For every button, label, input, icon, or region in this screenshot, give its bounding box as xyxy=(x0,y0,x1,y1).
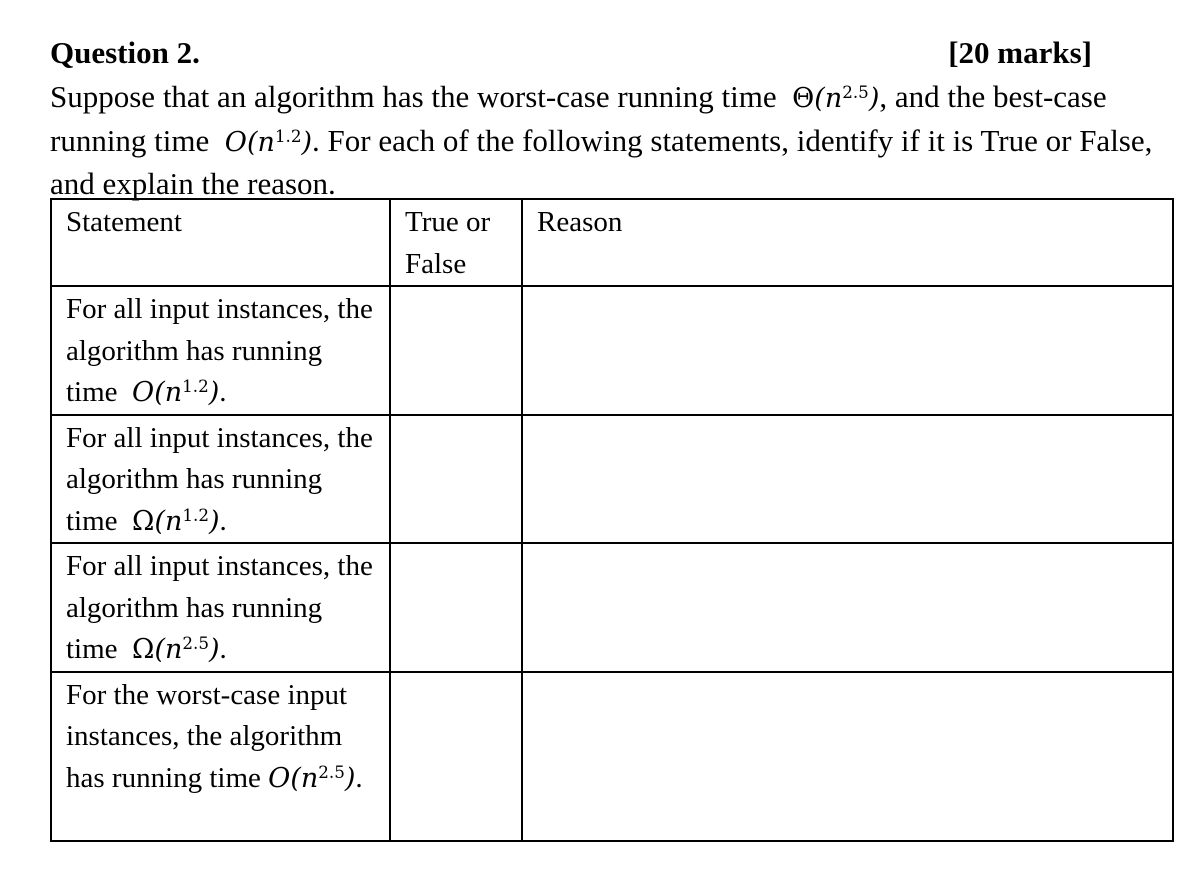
true-false-cell[interactable] xyxy=(390,286,522,415)
statement-expression: $\Omega(n^{2.5})$ xyxy=(132,632,220,665)
intro-text-3: . For each of the following statements, identify if it is True or False, and explain the reason. xyxy=(50,122,1153,201)
reason-cell[interactable] xyxy=(522,415,1173,544)
best-case-expression: $O(n^{1.2})$ xyxy=(224,125,313,158)
question-intro xyxy=(50,76,1172,205)
header-reason: Reason xyxy=(522,199,1173,286)
header-statement: Statement xyxy=(51,199,390,286)
table-row xyxy=(51,415,1173,544)
true-false-cell[interactable] xyxy=(390,543,522,672)
reason-cell[interactable] xyxy=(522,672,1173,841)
worst-case-expression: $\Theta(n^{2.5})$ xyxy=(792,81,880,114)
table-header-row xyxy=(51,199,1173,286)
statement-cell: For all input instances, the algorithm has running time $\Omega(n^{2.5})$. xyxy=(51,543,390,672)
intro-text-1: Suppose that an algorithm has the worst-case running time xyxy=(50,79,777,114)
question-marks: [20 marks] xyxy=(948,35,1092,70)
header-true-or-false: True or False xyxy=(390,199,522,286)
statement-cell: For all input instances, the algorithm has running time $\Omega(n^{1.2})$. xyxy=(51,415,390,544)
table-row xyxy=(51,286,1173,415)
table-row xyxy=(51,672,1173,841)
question-title: Question 2. xyxy=(50,35,200,70)
statement-expression: $O(n^{1.2})$ xyxy=(132,375,220,408)
statement-expression: $O(n^{2.5})$ xyxy=(268,761,356,794)
reason-cell[interactable] xyxy=(522,286,1173,415)
reason-cell[interactable] xyxy=(522,543,1173,672)
statement-cell: For the worst-case input instances, the algorithm has running time $O(n^{2.5})$. xyxy=(51,672,390,841)
question-page xyxy=(50,32,1172,794)
table-row xyxy=(51,543,1173,672)
answer-table xyxy=(50,198,1174,842)
statement-expression: $\Omega(n^{1.2})$ xyxy=(132,504,220,537)
statement-cell: For all input instances, the algorithm has running time $O(n^{1.2})$. xyxy=(51,286,390,415)
intro-text-2: , and the best-case running time xyxy=(50,79,1107,158)
true-false-cell[interactable] xyxy=(390,672,522,841)
true-false-cell[interactable] xyxy=(390,415,522,544)
question-heading xyxy=(50,32,1172,76)
